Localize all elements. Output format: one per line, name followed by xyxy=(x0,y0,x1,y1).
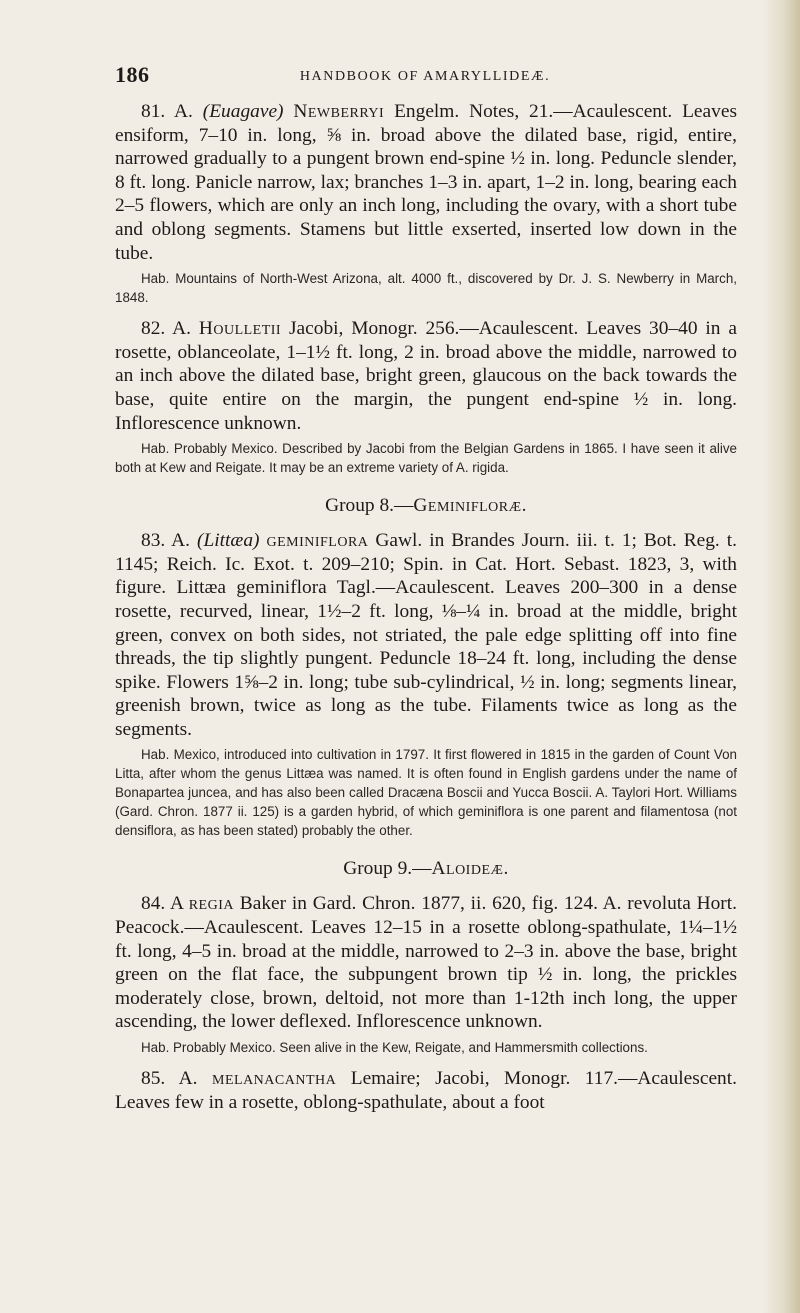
entry-81 xyxy=(115,100,737,265)
page-body xyxy=(115,100,737,1114)
entry-number: 81. xyxy=(141,101,166,122)
running-head: HANDBOOK OF AMARYLLIDEÆ. xyxy=(299,69,551,84)
group-heading-9 xyxy=(115,858,737,880)
group-name: Aloideæ. xyxy=(431,858,509,880)
entry-genus: A. xyxy=(178,1068,198,1090)
entry-subgenus: (Littæa) xyxy=(196,530,260,552)
entry-text: Baker in Gard. Chron. 1877, ii. 620, fig. 124. A. revoluta Hort. Peacock.—Acaulescent. Leaves 12–15 in a rosette oblong-spathulate, 1¼–1½ ft. long, 4–5 in. broad at the middle, narrowed to 2–3 in. above the base, bright green on the flat face, the subpungent brown tip ½ in. long, the prickles moderately close, brown, deltoid, not more than 1-12th inch long, the upper ascending, the lower deflexed. Inflorescence unknown. xyxy=(115,893,737,1033)
habitat-note: Hab. Mountains of North-West Arizona, alt. 4000 ft., discovered by Dr. J. S. Newberry in March, 1848. xyxy=(115,271,737,306)
entry-number: 85. xyxy=(141,1068,166,1090)
entry-text: Engelm. Notes, 21.—Acaulescent. Leaves ensiform, 7–10 in. long, ⅝ in. broad above the dilated base, rigid, entire, narrowed gradually to a pungent brown end-spine ½ in. long. Peduncle slender, 8 ft. long. Panicle narrow, lax; branches 1–3 in. apart, 1–2 in. long, bearing each 2–5 flowers, which are only an inch long, including the ovary, with a short tube and oblong segments. Stamens but little exserted, inserted low down in the tube. xyxy=(115,101,737,264)
habitat-note: Hab. Probably Mexico. Seen alive in the Kew, Reigate, and Hammersmith collections. xyxy=(141,1040,648,1056)
entry-85 xyxy=(115,1067,737,1114)
entry-epithet: geminiflora xyxy=(266,530,369,552)
page-edge-shadow xyxy=(762,0,800,1313)
entry-text: Lemaire; Jacobi, Monogr. 117.—Acaulescent. Leaves few in a rosette, oblong-spathulate, about a foot xyxy=(115,1068,737,1113)
entry-number: 84. xyxy=(141,893,166,915)
entry-genus: A. xyxy=(172,318,191,340)
entry-epithet: melanacantha xyxy=(212,1068,337,1090)
habitat-note: Hab. Probably Mexico. Described by Jacobi from the Belgian Gardens in 1865. I have seen it alive both at Kew and Reigate. It may be an extreme variety of A. rigida. xyxy=(115,441,737,476)
entry-84 xyxy=(115,892,737,1034)
group-label: Group 8.— xyxy=(325,495,414,517)
entry-text: Gawl. in Brandes Journ. iii. t. 1; Bot. Reg. t. 1145; Reich. Ic. Exot. t. 209–210; Spin. in Cat. Hort. Sebast. 1823, 3, with figure. Littæa geminiflora Tagl.—Acaulescent. Leaves 200–300 in a dense rosette, recurved, linear, 1½–2 ft. long, ⅛–¼ in. broad at the middle, bright green, convex on both sides, not striated, the pale edge splitting off into fine threads, the tip slightly pungent. Peduncle 18–24 ft. long, including the dense spike. Flowers 1⅝–2 in. long; tube sub-cylindrical, ½ in. long; segments linear, greenish brown, twice as long as the tube. Filaments twice as long as the segments. xyxy=(115,530,737,740)
entry-number: 83. xyxy=(141,530,166,552)
entry-82 xyxy=(115,317,737,435)
group-name: Geminifloræ. xyxy=(413,495,527,517)
entry-epithet: regia xyxy=(188,893,234,915)
entry-genus: A xyxy=(169,893,183,915)
entry-epithet: Newberryi xyxy=(293,101,385,122)
entry-number: 82. xyxy=(141,318,166,340)
group-label: Group 9.— xyxy=(343,858,432,880)
entry-genus: A. xyxy=(174,101,193,122)
page-header xyxy=(115,62,735,92)
entry-epithet: Houlletii xyxy=(198,318,282,340)
habitat-note: Hab. Mexico, introduced into cultivation in 1797. It first flowered in 1815 in the garden of Count Von Litta, after whom the genus Littæa was named. It is often found in English gardens under the name of Bonapartea juncea, and has also been called Dracæna Boscii and Yucca Boscii. A. Taylori Hort. Williams (Gard. Chron. 1877 ii. 125) is a garden hybrid, of which geminiflora is one parent and filamentosa (not densiflora, as has been stated) probably the other. xyxy=(115,747,737,839)
entry-text: Jacobi, Monogr. 256.—Acaulescent. Leaves 30–40 in a rosette, oblanceolate, 1–1½ ft. long, 2 in. broad above the middle, narrowed to an inch above the dilated base, bright green, glaucous on the back towards the base, quite entire on the margin, the pungent end-spine ½ in. long. Inflorescence unknown. xyxy=(115,318,738,434)
entry-subgenus: (Euagave) xyxy=(202,101,284,122)
group-heading-8 xyxy=(115,495,737,517)
entry-genus: A. xyxy=(171,530,191,552)
page-number: 186 xyxy=(115,62,150,87)
entry-83 xyxy=(115,529,737,741)
